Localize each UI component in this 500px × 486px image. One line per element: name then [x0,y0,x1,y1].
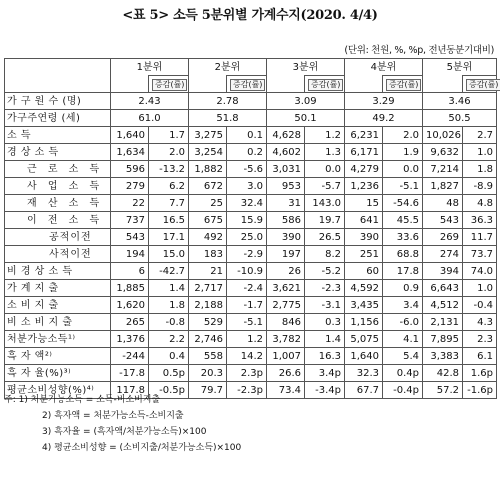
table-row [5,229,497,246]
change-cell: 1.2 [227,331,267,348]
change-cell: -0.4p [383,382,423,399]
change-cell: 0.4p [383,365,423,382]
value-cell: 6,231 [345,127,383,144]
change-cell: 17.8 [383,263,423,280]
value-cell: 3,275 [189,127,227,144]
value-cell: 1,640 [111,127,149,144]
value-cell: 6,643 [423,280,463,297]
value-cell: 117.8 [111,382,149,399]
change-cell: 0.3 [305,314,345,331]
value-cell: 529 [189,314,227,331]
change-cell: 1.7 [149,127,189,144]
value-cell: 953 [267,178,305,195]
value-cell: 1,007 [267,348,305,365]
change-cell: 1.3 [305,144,345,161]
header-row-quintiles [5,59,497,76]
table-row [5,161,497,178]
value-cell: 22 [111,195,149,212]
value-cell: 2,775 [267,297,305,314]
value-cell: 279 [111,178,149,195]
row-label: 소 비 지 출 [5,297,111,314]
value-cell: 2,131 [423,314,463,331]
value-cell: 2.78 [189,93,267,110]
value-cell: 5,075 [345,331,383,348]
footnote: 2) 흑자액 = 처분가능소득-소비지출 [42,411,184,421]
value-cell: 10,026 [423,127,463,144]
change-cell: -2.4 [227,280,267,297]
change-cell: 0.1 [227,127,267,144]
value-cell: 543 [423,212,463,229]
table-row [5,144,497,161]
value-cell: 1,885 [111,280,149,297]
value-cell: 274 [423,246,463,263]
value-cell: 26 [267,263,305,280]
change-cell: -8.9 [463,178,497,195]
value-cell: 1,882 [189,161,227,178]
value-cell: 31 [267,195,305,212]
value-cell: 67.7 [345,382,383,399]
change-cell: -1.6p [463,382,497,399]
change-cell: 2.3p [227,365,267,382]
change-cell: -0.8 [149,314,189,331]
header-change-cell [149,76,189,93]
value-cell: 197 [267,246,305,263]
header-change-cell [305,76,345,93]
value-cell: 265 [111,314,149,331]
table-row [5,195,497,212]
header-change-cell [227,76,267,93]
table-row [5,365,497,382]
value-cell: 596 [111,161,149,178]
change-cell: 14.2 [227,348,267,365]
change-cell: 2.0 [149,144,189,161]
value-cell: 7,214 [423,161,463,178]
header-value-cell [345,76,383,93]
value-cell: 73.4 [267,382,305,399]
value-cell: 3.29 [345,93,423,110]
value-cell: 2,717 [189,280,227,297]
change-cell: 0.2 [227,144,267,161]
value-cell: 1,236 [345,178,383,195]
value-cell: 50.1 [267,110,345,127]
change-cell: 32.4 [227,195,267,212]
change-cell: 15.9 [227,212,267,229]
value-cell: 4,602 [267,144,305,161]
change-cell: -2.3 [305,280,345,297]
row-label: 사 업 소 득 [5,178,111,195]
change-cell: -2.3p [227,382,267,399]
change-cell: 0.4 [149,348,189,365]
value-cell: 9,632 [423,144,463,161]
value-cell: 269 [423,229,463,246]
value-cell: 846 [267,314,305,331]
header-quintile: 2분위 [189,59,267,76]
change-cell: 1.0 [463,280,497,297]
change-cell: 16.3 [305,348,345,365]
change-cell: 1.9 [383,144,423,161]
table-row [5,246,497,263]
value-cell: 51.8 [189,110,267,127]
change-cell: 26.5 [305,229,345,246]
change-cell: 5.4 [383,348,423,365]
change-cell: 33.6 [383,229,423,246]
change-cell: -1.7 [227,297,267,314]
change-cell: -3.4p [305,382,345,399]
change-cell: 73.7 [463,246,497,263]
row-label: 가구주연령 (세) [5,110,111,127]
table-row [5,127,497,144]
row-label: 이 전 소 득 [5,212,111,229]
value-cell: 586 [267,212,305,229]
table-title: <표 5> 소득 5분위별 가계수지(2020. 4/4) [122,8,378,23]
change-cell: 4.1 [383,331,423,348]
unit-note: (단위: 천원, %, %p, 전년동분기대비) [344,45,494,56]
change-cell: 16.5 [149,212,189,229]
value-cell: 49.2 [345,110,423,127]
header-value-cell [111,76,149,93]
header-change-cell [463,76,497,93]
change-cell: 2.3 [463,331,497,348]
change-cell: 25.0 [227,229,267,246]
change-cell: 1.4 [149,280,189,297]
change-cell: 3.4p [305,365,345,382]
table-row [5,348,497,365]
change-cell: 45.5 [383,212,423,229]
value-cell: 50.5 [423,110,497,127]
value-cell: 42.8 [423,365,463,382]
row-label: 재 산 소 득 [5,195,111,212]
footnote: 주: 1) 처분가능소득 = 소득-비소비지출 [4,395,161,405]
change-cell: 0.0 [305,161,345,178]
value-cell: 61.0 [111,110,189,127]
table-row [5,297,497,314]
row-label: 평균소비성향(%)⁴⁾ [5,382,111,399]
table-row [5,331,497,348]
header-value-cell [423,76,463,93]
change-cell: -5.1 [383,178,423,195]
row-label: 가 구 원 수 (명) [5,93,111,110]
change-cell: 4.3 [463,314,497,331]
household-income-table [4,58,497,399]
table-row [5,178,497,195]
value-cell: 3,782 [267,331,305,348]
value-cell: 21 [189,263,227,280]
value-cell: 57.2 [423,382,463,399]
value-cell: 543 [111,229,149,246]
value-cell: 48 [423,195,463,212]
row-label: 흑 자 율(%)³⁾ [5,365,111,382]
change-cell: -5.1 [227,314,267,331]
row-label: 근 로 소 득 [5,161,111,178]
change-cell: 74.0 [463,263,497,280]
change-label: 증감(률) [386,79,421,91]
header-value-cell [267,76,305,93]
value-cell: 675 [189,212,227,229]
change-cell: 143.0 [305,195,345,212]
value-cell: 2,746 [189,331,227,348]
value-cell: 641 [345,212,383,229]
value-cell: 6,171 [345,144,383,161]
change-label: 증감(률) [230,79,265,91]
value-cell: 1,156 [345,314,383,331]
change-cell: 11.7 [463,229,497,246]
change-cell: 19.7 [305,212,345,229]
value-cell: 1,376 [111,331,149,348]
change-cell: -5.6 [227,161,267,178]
value-cell: 194 [111,246,149,263]
change-label: 증감(률) [466,79,500,91]
change-cell: 3.0 [227,178,267,195]
value-cell: 558 [189,348,227,365]
change-cell: 15.0 [149,246,189,263]
header-value-cell [189,76,227,93]
header-quintile: 4분위 [345,59,423,76]
change-cell: 1.2 [305,127,345,144]
value-cell: 7,895 [423,331,463,348]
footnote: 4) 평균소비성향 = (소비지출/처분가능소득)×100 [42,443,242,453]
value-cell: 3,254 [189,144,227,161]
value-cell: 1,634 [111,144,149,161]
row-label: 흑 자 액²⁾ [5,348,111,365]
change-cell: -42.7 [149,263,189,280]
change-cell: 68.8 [383,246,423,263]
change-cell: 1.0 [463,144,497,161]
change-cell: -3.1 [305,297,345,314]
value-cell: 3.09 [267,93,345,110]
change-cell: 8.2 [305,246,345,263]
change-cell: 0.9 [383,280,423,297]
row-label: 비 경 상 소 득 [5,263,111,280]
change-label: 증감(률) [152,79,187,91]
value-cell: 32.3 [345,365,383,382]
header-quintile: 5분위 [423,59,497,76]
value-cell: -17.8 [111,365,149,382]
change-cell: 2.7 [463,127,497,144]
change-label: 증감(률) [308,79,343,91]
value-cell: 4,592 [345,280,383,297]
value-cell: 390 [267,229,305,246]
change-cell: 2.2 [149,331,189,348]
row-label: 사적이전 [5,246,111,263]
row-label: 비 소 비 지 출 [5,314,111,331]
value-cell: 183 [189,246,227,263]
header-blank [5,59,111,93]
value-cell: 4,512 [423,297,463,314]
value-cell: 26.6 [267,365,305,382]
change-cell: 1.8 [463,161,497,178]
value-cell: 492 [189,229,227,246]
row-label: 공적이전 [5,229,111,246]
change-cell: -2.9 [227,246,267,263]
change-cell: -13.2 [149,161,189,178]
table-row [5,93,497,110]
change-cell: -5.2 [305,263,345,280]
change-cell: 1.6p [463,365,497,382]
header-quintile: 1분위 [111,59,189,76]
change-cell: -5.7 [305,178,345,195]
value-cell: 251 [345,246,383,263]
value-cell: 672 [189,178,227,195]
table-row [5,314,497,331]
value-cell: 20.3 [189,365,227,382]
change-cell: 17.1 [149,229,189,246]
change-cell: 6.1 [463,348,497,365]
change-cell: 1.8 [149,297,189,314]
value-cell: 2.43 [111,93,189,110]
value-cell: 737 [111,212,149,229]
change-cell: -0.4 [463,297,497,314]
value-cell: 2,188 [189,297,227,314]
value-cell: 4,279 [345,161,383,178]
value-cell: -244 [111,348,149,365]
change-cell: 2.0 [383,127,423,144]
row-label: 경 상 소 득 [5,144,111,161]
row-label: 가 계 지 출 [5,280,111,297]
row-label: 처분가능소득¹⁾ [5,331,111,348]
value-cell: 4,628 [267,127,305,144]
value-cell: 394 [423,263,463,280]
header-change-cell [383,76,423,93]
change-cell: 36.3 [463,212,497,229]
change-cell: 0.0 [383,161,423,178]
value-cell: 79.7 [189,382,227,399]
footnotes [4,392,241,456]
value-cell: 60 [345,263,383,280]
value-cell: 3,621 [267,280,305,297]
table-row [5,212,497,229]
value-cell: 3,383 [423,348,463,365]
value-cell: 1,640 [345,348,383,365]
change-cell: 0.5p [149,365,189,382]
change-cell: 4.8 [463,195,497,212]
value-cell: 1,827 [423,178,463,195]
value-cell: 3,031 [267,161,305,178]
value-cell: 15 [345,195,383,212]
table-row [5,263,497,280]
change-cell: 7.7 [149,195,189,212]
row-label: 소 득 [5,127,111,144]
change-cell: 1.4 [305,331,345,348]
change-cell: 6.2 [149,178,189,195]
change-cell: -6.0 [383,314,423,331]
value-cell: 3,435 [345,297,383,314]
table-row [5,280,497,297]
value-cell: 390 [345,229,383,246]
change-cell: 3.4 [383,297,423,314]
value-cell: 1,620 [111,297,149,314]
change-cell: -0.5p [149,382,189,399]
footnote: 3) 흑자율 = (흑자액/처분가능소득)×100 [42,427,207,437]
value-cell: 6 [111,263,149,280]
table-row [5,110,497,127]
value-cell: 25 [189,195,227,212]
header-quintile: 3분위 [267,59,345,76]
change-cell: -54.6 [383,195,423,212]
value-cell: 3.46 [423,93,497,110]
change-cell: -10.9 [227,263,267,280]
